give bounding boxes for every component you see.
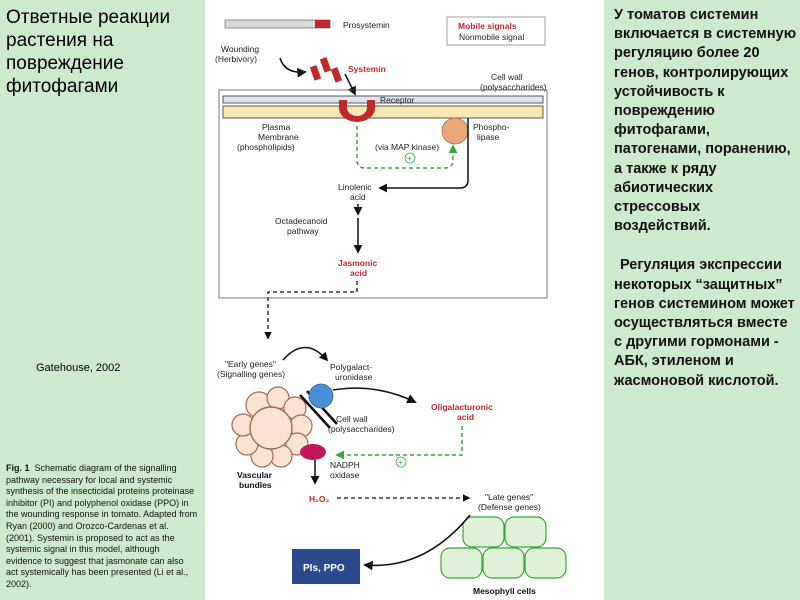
right-paragraph-1: У томатов системин включается в системную регуляцию более 20 генов, контролирующих устойчивость к повреждению фитофагами, патогенами, поранению, а также к ряду абиотических стрессовых воздействий.: [614, 7, 797, 235]
nadph-oxidase: [300, 444, 326, 460]
defense-genes-label: (Defense genes): [478, 502, 541, 512]
right-text: [614, 6, 798, 391]
figure-caption: [6, 463, 198, 591]
nadph-label: NADPH: [330, 460, 360, 470]
legend-mobile: Mobile signals: [458, 21, 517, 31]
plasma-membrane: [223, 106, 543, 118]
polygalacturonase: [309, 384, 333, 408]
oligalacturonic-label: Oligalacturonic: [431, 402, 493, 412]
pis-ppo-label: PIs, PPO: [303, 563, 345, 574]
jasmonic-label: Jasmonic: [338, 258, 378, 268]
map-kinase-label: (via MAP kinase): [375, 142, 440, 152]
pathway-label: pathway: [287, 226, 319, 236]
systemin-peptide: [331, 67, 342, 83]
octadecanoid-label: Octadecanoid: [275, 216, 328, 226]
bundles-label: bundles: [239, 480, 272, 490]
vascular-bundle: [232, 387, 312, 467]
h2o2-label: H₂O₂: [309, 494, 330, 504]
caption-text: Schematic diagram of the signalling pathway necessary for local and systemic synthesis of the insecticidal proteins proteinase inhibitor (PI) and polyphenol oxidase (PPO) in the wounding response in tomato. Adapted from Ryan (2000) and Orozco-Cardenas et al. (2001). Systemin is proposed to act as the systemic signal in this model, although evidence to suggest that jasmonate can also act systemically has been presented (Li et al., 2002).: [6, 463, 198, 589]
linolenic-acid-label: acid: [350, 192, 366, 202]
early-genes-label: "Early genes": [225, 359, 276, 369]
phospholipase: [442, 118, 468, 144]
cell-wall-bottom-sub: (polysaccharides): [328, 424, 395, 434]
oxidase-label: oxidase: [330, 470, 360, 480]
systemin-peptide: [320, 57, 331, 73]
right-paragraph-2: Регуляция экспрессии некоторых “защитных” генов системином может осуществляться вместе с другими гормонами - АБК, этиленом и жасмоновой кислотой.: [614, 257, 795, 389]
signalling-genes-label: (Signalling genes): [217, 369, 286, 379]
cell-wall-bottom-label: Cell wall: [336, 414, 368, 424]
oligalacturonic-acid-label: acid: [457, 412, 475, 422]
cell-wall-top-sub: (polysaccharides): [480, 82, 547, 92]
early-genes-arrow: [283, 348, 327, 361]
wounding-label: Wounding: [221, 44, 260, 54]
slide-title: Ответные реакции растения на повреждение фитофагами: [6, 7, 171, 97]
linolenic-label: Linolenic: [338, 182, 372, 192]
vascular-label: Vascular: [237, 470, 272, 480]
plus-sign-top-text: +: [407, 154, 412, 163]
herbivory-label: (Herbivory): [215, 54, 258, 64]
receptor-label: Receptor: [380, 95, 415, 105]
signalling-diagram: [205, 0, 604, 600]
wounding-arrow: [280, 58, 305, 72]
membrane-label: Membrane: [258, 132, 299, 142]
prosystemin-label: Prosystemin: [343, 20, 390, 30]
lipase-label: lipase: [477, 132, 500, 142]
polygalacturonase-label: Polygalact-: [330, 362, 373, 372]
prosystemin-bar: [225, 20, 330, 28]
systemin-label: Systemin: [348, 64, 386, 74]
cell-wall-top-label: Cell wall: [491, 72, 523, 82]
systemic-signal-path: [268, 281, 357, 338]
plasma-label: Plasma: [262, 122, 291, 132]
caption-fig-label: Fig. 1: [6, 463, 30, 473]
prosystemin-segment: [315, 20, 330, 28]
plus-sign-bottom-text: +: [398, 458, 403, 467]
jasmonic-acid-label: acid: [350, 268, 368, 278]
systemin-arrow: [345, 74, 355, 94]
uronidase-label: uronidase: [335, 372, 373, 382]
phospholipids-label: (phospholipids): [237, 142, 295, 152]
late-genes-label: "Late genes": [485, 492, 534, 502]
citation: Gatehouse, 2002: [36, 362, 121, 374]
mesophyll-label: Mesophyll cells: [473, 586, 536, 596]
legend-nonmobile: Nonmobile signal: [459, 32, 525, 42]
systemin-peptide: [310, 65, 321, 81]
phospholipase-label: Phospho-: [473, 122, 510, 132]
polygal-to-oligo-arrow: [333, 388, 415, 402]
